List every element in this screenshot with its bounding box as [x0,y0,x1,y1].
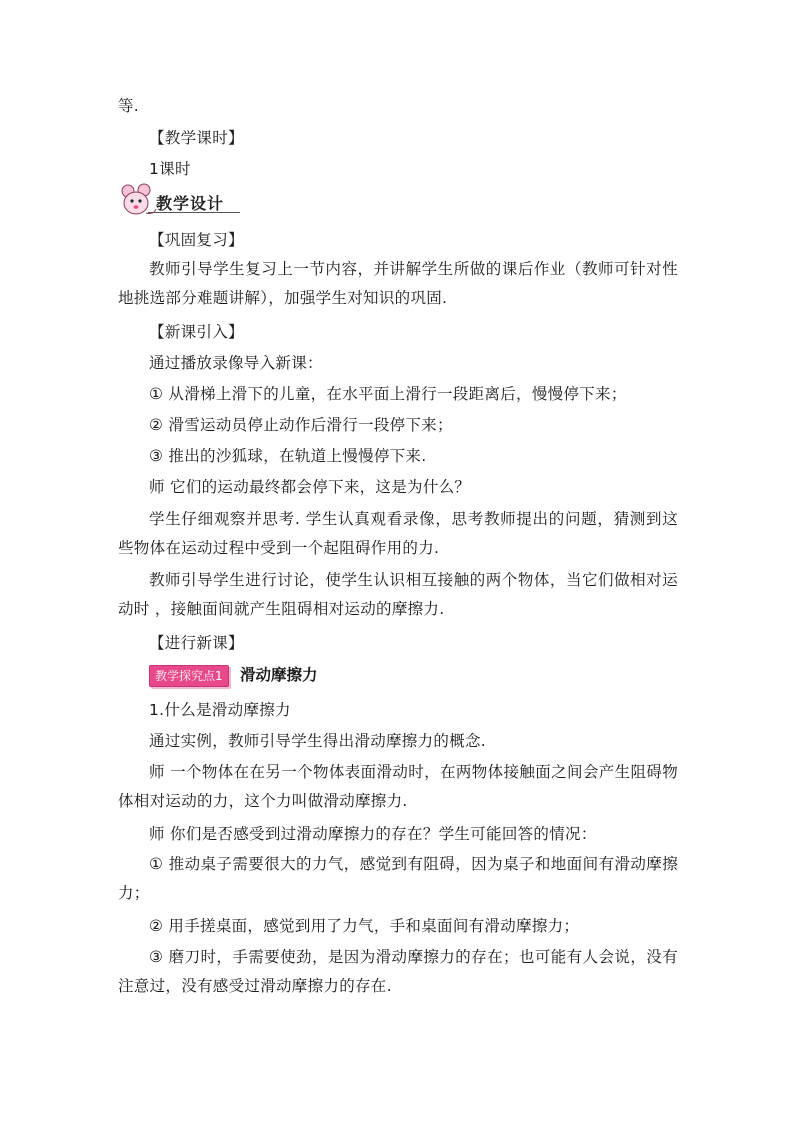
list-item: ② 用手搓桌面，感觉到用了力气，手和桌面间有滑动摩擦力； [149,917,580,935]
mouse-mascot-icon [118,183,158,219]
paragraph: 师 一个物体在在另一个物体表面滑动时，在两物体接触面之间会产生阻碍物体相对运动的力，这个力叫做滑动摩擦力. [118,763,678,810]
section-heading-new-lesson: 【进行新课】 [149,634,244,652]
banner-label: 教学设计 [156,194,225,213]
text-line: 1.什么是滑动摩擦力 [149,701,291,719]
section-heading-intro: 【新课引入】 [149,323,244,341]
section-heading-class-hours: 【教学课时】 [149,129,244,147]
inquiry-point-title: 滑动摩擦力 [240,666,318,684]
list-item: ③ 推出的沙狐球，在轨道上慢慢停下来. [149,447,427,465]
paragraph: 学生仔细观察并思考. 学生认真观看录像，思考教师提出的问题，猜测到这些物体在运动过程中受到一个起阻碍作用的力. [118,510,678,557]
list-item: ③ 磨刀时，手需要使劲，是因为滑动摩擦力的存在；也可能有人会说，没有注意过，没有感受过滑动摩擦力的存在. [118,948,678,995]
paragraph: 教师引导学生复习上一节内容，并讲解学生所做的课后作业（教师可针对性地挑选部分难题讲解），加强学生对知识的巩固. [118,260,678,307]
list-item: ① 从滑梯上滑下的儿童，在水平面上滑行一段距离后，慢慢停下来； [149,385,627,403]
paragraph: 教师引导学生进行讨论，使学生认识相互接触的两个物体，当它们做相对运动时 ，接触面间就产生阻碍相对运动的摩擦力. [118,571,678,618]
text-line: 师 你们是否感受到过滑动摩擦力的存在？学生可能回答的情况： [149,825,597,843]
text-line: 通过实例，教师引导学生得出滑动摩擦力的概念. [149,732,487,750]
list-item: ② 滑雪运动员停止动作后滑行一段停下来； [149,416,453,434]
banner-underline [148,212,240,213]
text-line: 等. [118,97,140,115]
section-banner [118,183,240,219]
text-line: 师 它们的运动最终都会停下来，这是为什么？ [149,478,471,496]
text-line: 通过播放录像导入新课： [149,354,323,372]
section-heading-review: 【巩固复习】 [149,231,244,249]
list-item: ① 推动桌子需要很大的力气，感觉到有阻碍，因为桌子和地面间有滑动摩擦力； [118,855,678,902]
text-line: 1课时 [149,160,191,178]
inquiry-point-tag: 教学探究点1 [149,665,229,687]
